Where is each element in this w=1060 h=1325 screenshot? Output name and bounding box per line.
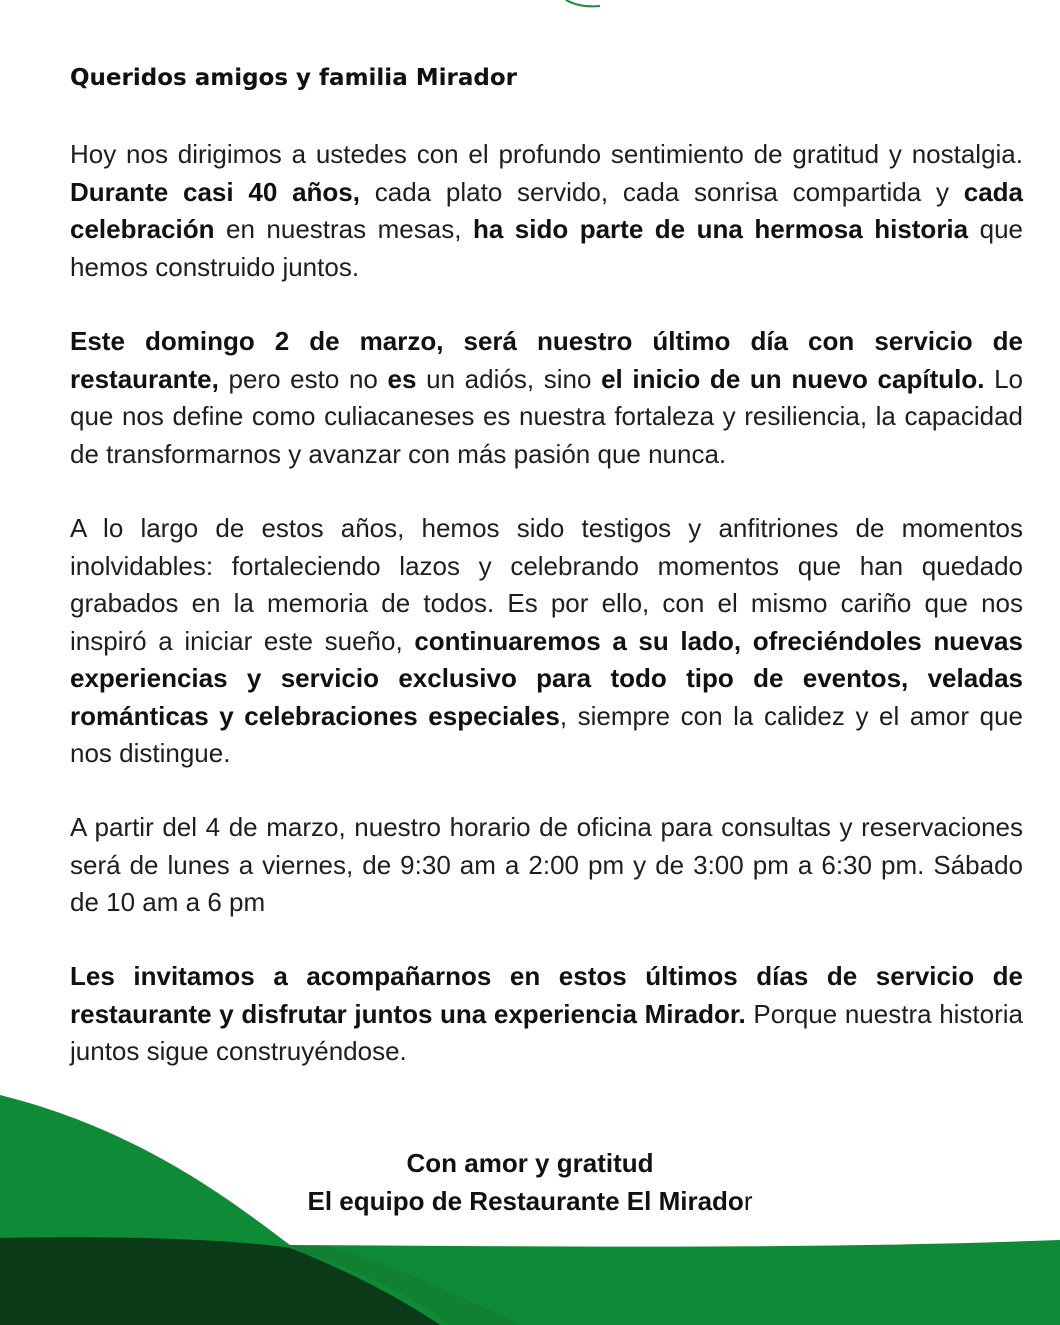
- p3-text-1: A lo largo de estos años, hemos sido testigos y anfitriones de momentos inolvidables: fortaleciendo lazos y celebrando momentos que han quedado grabados en la memoria de todos. Es por ello, con el mismo cariño que nos inspiró a iniciar este sueño,: [70, 513, 1023, 656]
- paragraph-events: [70, 510, 1023, 773]
- p4-text-1: A partir del 4 de marzo, nuestro horario de oficina para consultas y reservaciones será de lunes a viernes, de 9:30 am a 2:00 pm y de 3:00 pm a 6:30 pm. Sábado de 10 am a 6 pm: [70, 812, 1023, 917]
- p2-bold-2: es: [387, 363, 417, 394]
- signoff-team-name-end: r: [743, 1185, 753, 1216]
- p5-bold-1: Les invitamos a acompañarnos en estos últimos días de servicio de restaurante y disfrutar juntos una experiencia Mirador.: [70, 961, 1023, 1029]
- paragraph-invitation: [70, 958, 1023, 1071]
- p3-text-2: , siempre con la calidez y el amor que nos distingue.: [70, 700, 1023, 768]
- p2-text-1: pero esto no: [218, 363, 388, 394]
- p2-bold-3: el inicio de un nuevo capítulo.: [601, 363, 985, 394]
- signoff-line-2: [0, 1183, 1060, 1221]
- p5-text-1: Porque nuestra historia juntos sigue construyéndose.: [70, 998, 1024, 1066]
- signoff: [0, 1145, 1060, 1220]
- p1-bold-1: Durante casi 40 años,: [70, 176, 360, 207]
- p1-text-2: cada plato servido, cada sonrisa compartida y: [359, 176, 964, 207]
- p3-bold-1: continuaremos a su lado, ofreciéndoles nuevas experiencias y servicio exclusivo para todo tipo de eventos, veladas románticas y celebraciones especiales: [70, 625, 1023, 731]
- top-curve-accent: [566, 0, 600, 6]
- paragraph-office-hours: [70, 809, 1023, 922]
- p1-text-3: en nuestras mesas,: [214, 214, 473, 244]
- p2-text-2: un adiós, sino: [416, 363, 602, 394]
- p1-text-4: que hemos construido juntos.: [70, 214, 1023, 282]
- p1-bold-3: ha sido parte de una hermosa historia: [472, 214, 969, 244]
- paragraph-last-day: [70, 323, 1023, 473]
- p2-bold-1: Este domingo 2 de marzo, será nuestro último día con servicio de restaurante,: [70, 326, 1023, 394]
- greeting-heading: Queridos amigos y familia Mirador: [70, 65, 517, 91]
- signoff-line-1: Con amor y gratitud: [406, 1148, 654, 1178]
- p1-bold-2: cada celebración: [70, 176, 1023, 244]
- p2-text-3: Lo que nos define como culiacaneses es nuestra fortaleza y resiliencia, la capacidad de transformarnos y avanzar con más pasión que nunca.: [70, 363, 1024, 469]
- p1-text-1: Hoy nos dirigimos a ustedes con el profundo sentimiento de gratitud y nostalgia.: [70, 139, 1023, 169]
- paragraph-gratitude: [70, 136, 1023, 286]
- signoff-team-name: El equipo de Restaurante El Mirado: [307, 1185, 744, 1216]
